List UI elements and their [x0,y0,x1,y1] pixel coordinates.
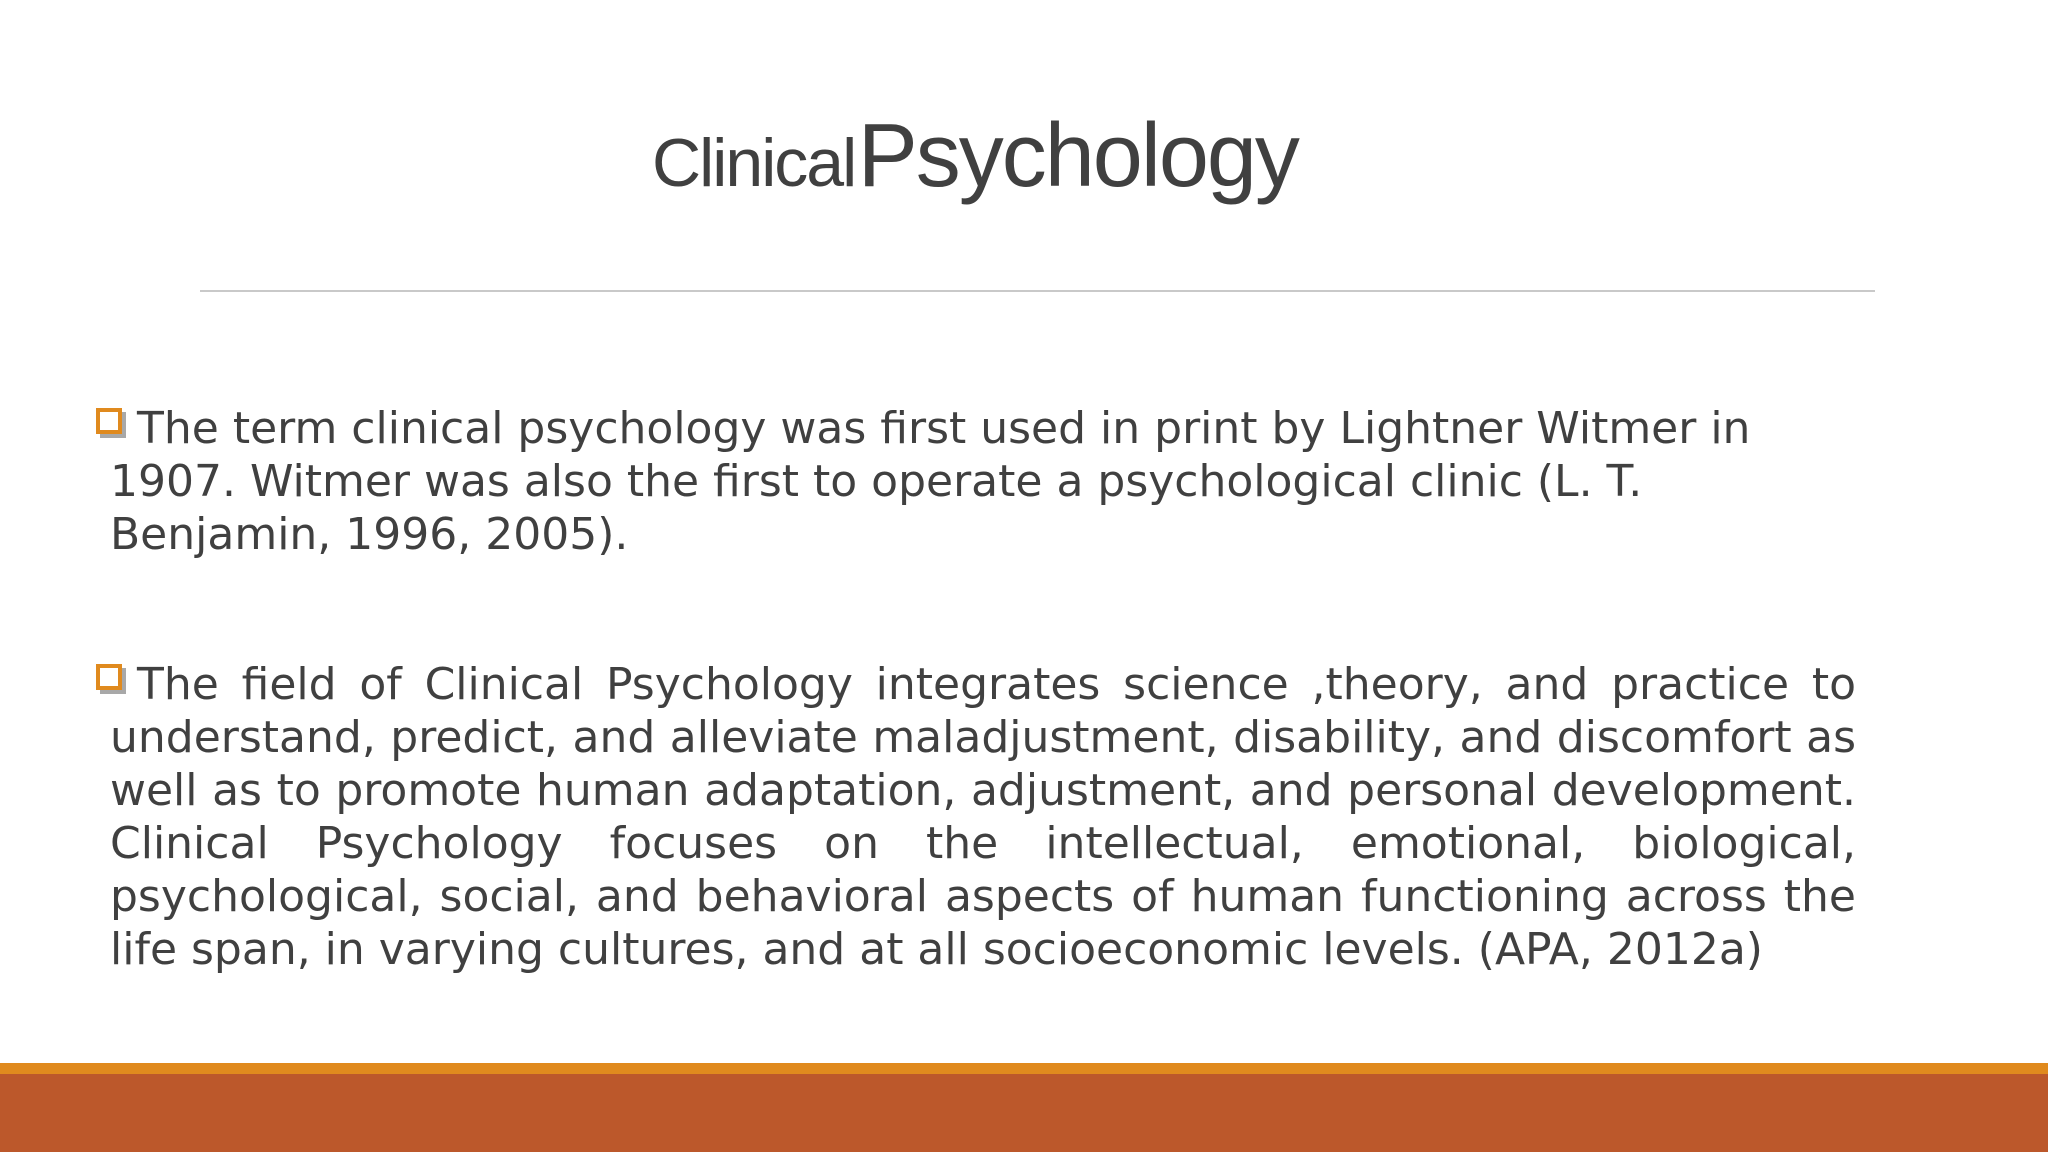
slide-title-word-1: Clinical [652,125,856,201]
slide-title-word-2: Psychology [857,106,1298,206]
title-divider [200,290,1875,292]
bullet-text: The term clinical psychology was first used in print by Lightner Witmer in 1907. Witmer was also the first to operate a psychological clinic (L. T. Benjamin, 1996, 2005). [110,403,1751,560]
bullet-text: The field of Clinical Psychology integrates science ,theory, and practice to understand, predict, and alleviate maladjustment, disability, and discomfort as well as to promote human adaptation, adjustment, and personal development. Clinical Psychology focuses on the intellectual, emotional, biological, psychological, social, and behavioral aspects of human functioning across the life span, in varying cultures, and at all socioeconomic levels. (APA, 2012a) [110,659,1856,975]
bullet-item [110,402,1856,561]
footer-band [0,1074,2048,1152]
footer-accent-stripe [0,1063,2048,1074]
hollow-square-bullet-icon [96,408,122,434]
hollow-square-bullet-icon [96,664,122,690]
slide-title [0,105,1950,208]
bullet-item [110,658,1856,976]
